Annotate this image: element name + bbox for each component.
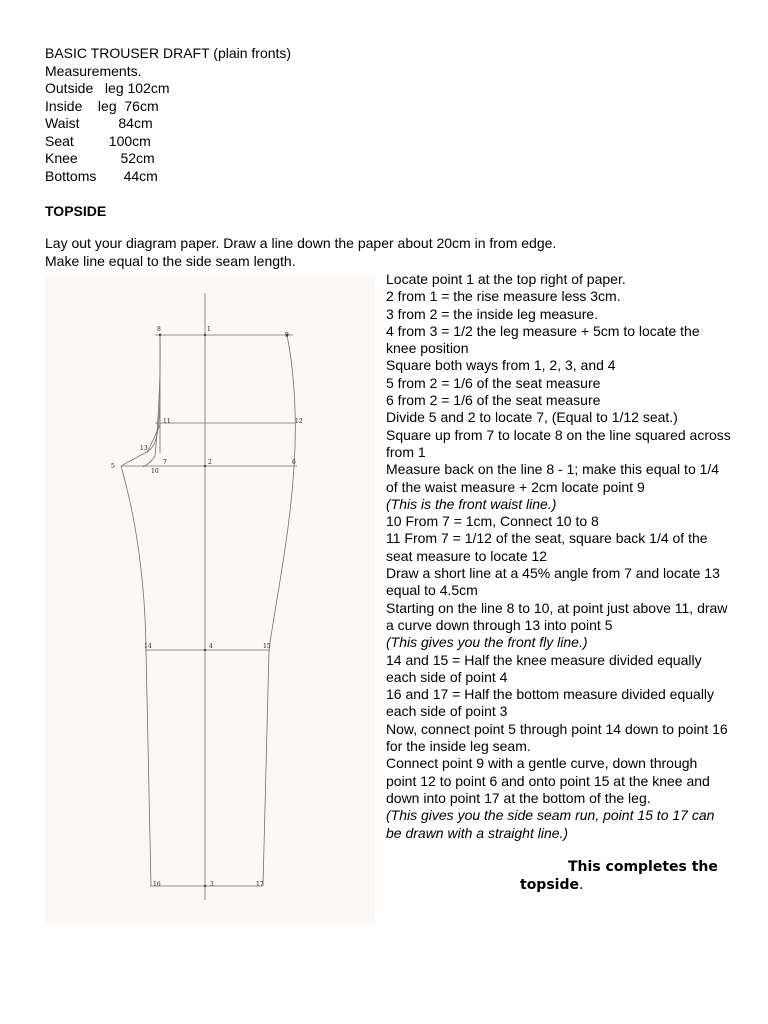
- label-point-2: 2: [208, 459, 212, 466]
- step-note: (This is the front waist line.): [386, 495, 557, 512]
- point-8-marker: [159, 334, 161, 336]
- step: Connect point 9 with a gentle curve, down through point 12 to point 6 and onto point 15 at the knee and down into point 17 at the bottom of the leg.: [386, 755, 710, 806]
- point-1-marker: [204, 334, 206, 336]
- trouser-draft-diagram: [45, 275, 375, 925]
- label-point-9: 9: [285, 332, 289, 339]
- step-note: (This gives you the front fly line.): [386, 634, 588, 651]
- step: Measure back on the line 8 - 1; make this equal to 1/4 of the waist measure + 2cm locate point 9: [386, 461, 720, 495]
- label-point-15: 15: [263, 643, 271, 650]
- point-3-marker: [204, 885, 206, 887]
- step: 10 From 7 = 1cm, Connect 10 to 8: [386, 513, 599, 530]
- side-seam-curve: [263, 335, 295, 886]
- closing-line-2: topside: [520, 877, 579, 893]
- instructions: [386, 271, 731, 842]
- closing-suffix: .: [578, 877, 584, 893]
- measurement-knee: Knee 52cm: [45, 150, 155, 166]
- step: Starting on the line 8 to 10, at point just above 11, draw a curve down through 13 into point 5: [386, 599, 728, 633]
- label-point-5: 5: [111, 463, 115, 470]
- measurements-label: Measurements.: [45, 62, 142, 79]
- fly-45-line: [147, 425, 160, 453]
- label-point-7: 7: [163, 459, 167, 466]
- label-point-8: 8: [157, 326, 161, 333]
- measurements-header: [45, 45, 291, 185]
- step: Draw a short line at a 45% angle from 7 and locate 13 equal to 4.5cm: [386, 565, 720, 599]
- measurement-waist: Waist 84cm: [45, 115, 153, 131]
- measurement-inside-leg: Inside leg 76cm: [45, 97, 159, 114]
- closing-line-1: This completes the: [568, 859, 718, 875]
- step: Square up from 7 to locate 8 on the line squared across from 1: [386, 426, 731, 460]
- section-title: TOPSIDE: [45, 203, 107, 219]
- step: Locate point 1 at the top right of paper.: [386, 271, 626, 287]
- step: 2 from 1 = the rise measure less 3cm.: [386, 288, 621, 305]
- measurement-outside-leg: Outside leg 102cm: [45, 80, 170, 96]
- label-point-1: 1: [207, 326, 211, 333]
- document-title: BASIC TROUSER DRAFT (plain fronts): [45, 45, 292, 61]
- point-4-marker: [204, 649, 206, 651]
- fly-curve: [121, 395, 160, 466]
- label-point-10: 10: [151, 468, 159, 475]
- label-point-11: 11: [163, 418, 171, 425]
- label-point-13: 13: [140, 445, 148, 452]
- closing-note: [520, 858, 718, 894]
- step: 3 from 2 = the inside leg measure.: [386, 305, 599, 322]
- label-point-16: 16: [153, 881, 161, 888]
- intro-line: Make line equal to the side seam length.: [45, 252, 296, 269]
- label-point-3: 3: [210, 881, 214, 888]
- step: 4 from 3 = 1/2 the leg measure + 5cm to locate the knee position: [386, 322, 700, 357]
- step: 11 From 7 = 1/12 of the seat, square back 1/4 of the seat measure to locate 12: [386, 530, 708, 564]
- step: 5 from 2 = 1/6 of the seat measure: [386, 374, 601, 391]
- intro-text: [45, 235, 556, 270]
- diagram-svg: [45, 275, 375, 925]
- inside-leg-seam: [121, 466, 151, 886]
- label-point-6: 6: [292, 459, 296, 466]
- step: 6 from 2 = 1/6 of the seat measure: [386, 392, 601, 409]
- step: 14 and 15 = Half the knee measure divided equally each side of point 4: [386, 651, 702, 685]
- label-point-4: 4: [209, 643, 213, 650]
- measurement-bottoms: Bottoms 44cm: [45, 167, 158, 184]
- measurement-seat: Seat 100cm: [45, 132, 151, 149]
- label-point-17: 17: [256, 881, 264, 888]
- step: Square both ways from 1, 2, 3, and 4: [386, 357, 616, 374]
- step: Now, connect point 5 through point 14 down to point 16 for the inside leg seam.: [386, 720, 728, 755]
- point-2-marker: [204, 465, 206, 467]
- step: Divide 5 and 2 to locate 7, (Equal to 1/12 seat.): [386, 409, 678, 426]
- step-note: (This gives you the side seam run, point 15 to 17 can be drawn with a straight line.): [386, 807, 715, 841]
- intro-line: Lay out your diagram paper. Draw a line down the paper about 20cm in from edge.: [45, 235, 557, 251]
- label-point-12: 12: [295, 418, 303, 425]
- label-point-14: 14: [144, 643, 152, 650]
- step: 16 and 17 = Half the bottom measure divided equally each side of point 3: [386, 686, 715, 720]
